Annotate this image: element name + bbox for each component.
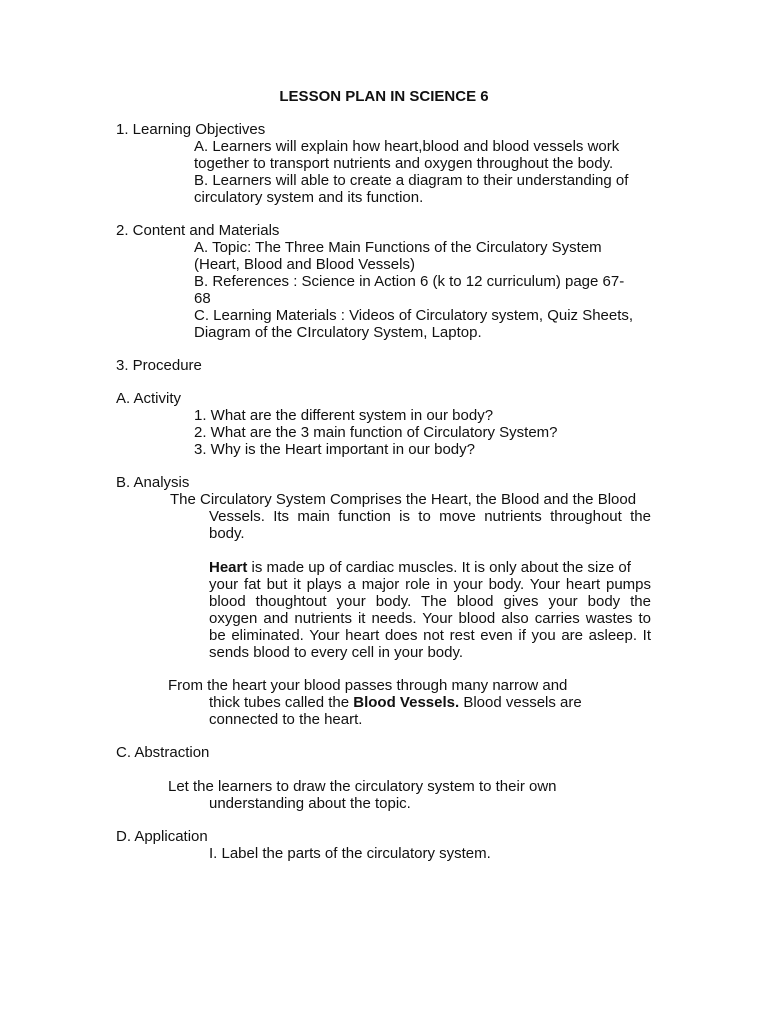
abstraction-line: understanding about the topic. <box>209 795 411 812</box>
analysis-heading: B. Analysis <box>116 474 190 491</box>
vessels-paragraph-line: connected to the heart. <box>209 711 363 728</box>
procedure-heading: 3. Procedure <box>116 357 202 374</box>
page-title: LESSON PLAN IN SCIENCE 6 <box>279 88 489 105</box>
heart-paragraph-line: sends blood to every cell in your body. <box>209 644 464 661</box>
objective-line: B. Learners will able to create a diagram to their understanding of <box>194 172 629 189</box>
objectives-heading: 1. Learning Objectives <box>116 121 266 138</box>
heart-term: Heart <box>209 559 248 576</box>
abstraction-line: Let the learners to draw the circulatory system to their own <box>168 778 557 795</box>
application-heading: D. Application <box>116 828 208 845</box>
content-line: C. Learning Materials : Videos of Circulatory system, Quiz Sheets, <box>194 307 634 324</box>
content-line: (Heart, Blood and Blood Vessels) <box>194 256 415 273</box>
objective-line: A. Learners will explain how heart,blood and blood vessels work <box>194 138 620 155</box>
objective-line: circulatory system and its function. <box>194 189 424 206</box>
blood-vessels-term: Blood Vessels. <box>353 694 460 711</box>
content-line: B. References : Science in Action 6 (k to 12 curriculum) page 67- <box>194 273 625 290</box>
heart-paragraph-first-line <box>209 559 651 576</box>
heart-text: is made up of cardiac muscles. It is only about the size of <box>247 559 631 576</box>
vessels-text: Blood vessels are <box>459 694 582 711</box>
vessels-text: thick tubes called the <box>209 694 354 711</box>
vessels-paragraph-line: From the heart your blood passes through many narrow and <box>168 677 568 694</box>
content-line: Diagram of the CIrculatory System, Laptop. <box>194 324 482 341</box>
objective-line: together to transport nutrients and oxygen throughout the body. <box>194 155 614 172</box>
activity-question: 3. Why is the Heart important in our body? <box>194 441 475 458</box>
content-line: A. Topic: The Three Main Functions of the Circulatory System <box>194 239 602 256</box>
activity-question: 2. What are the 3 main function of Circulatory System? <box>194 424 558 441</box>
heart-paragraph-line: your fat but it plays a major role in your body. Your heart pumps <box>209 576 651 593</box>
content-heading: 2. Content and Materials <box>116 222 280 239</box>
heart-paragraph-line: blood thoughtout your body. The blood gives your body the <box>209 593 651 610</box>
application-line: I. Label the parts of the circulatory system. <box>209 845 491 862</box>
content-line: 68 <box>194 290 211 307</box>
vessels-paragraph-line <box>209 694 582 711</box>
activity-heading: A. Activity <box>116 390 182 407</box>
heart-paragraph-line: be eliminated. Your heart does not rest even if you are asleep. It <box>209 627 651 644</box>
analysis-paragraph-line: body. <box>209 525 245 542</box>
abstraction-heading: C. Abstraction <box>116 744 210 761</box>
analysis-paragraph-line: The Circulatory System Comprises the Heart, the Blood and the Blood <box>170 491 637 508</box>
heart-paragraph-line: oxygen and nutrients it needs. Your blood also carries wastes to <box>209 610 651 627</box>
activity-question: 1. What are the different system in our body? <box>194 407 494 424</box>
analysis-paragraph-line: Vessels. Its main function is to move nutrients throughout the <box>209 508 651 525</box>
